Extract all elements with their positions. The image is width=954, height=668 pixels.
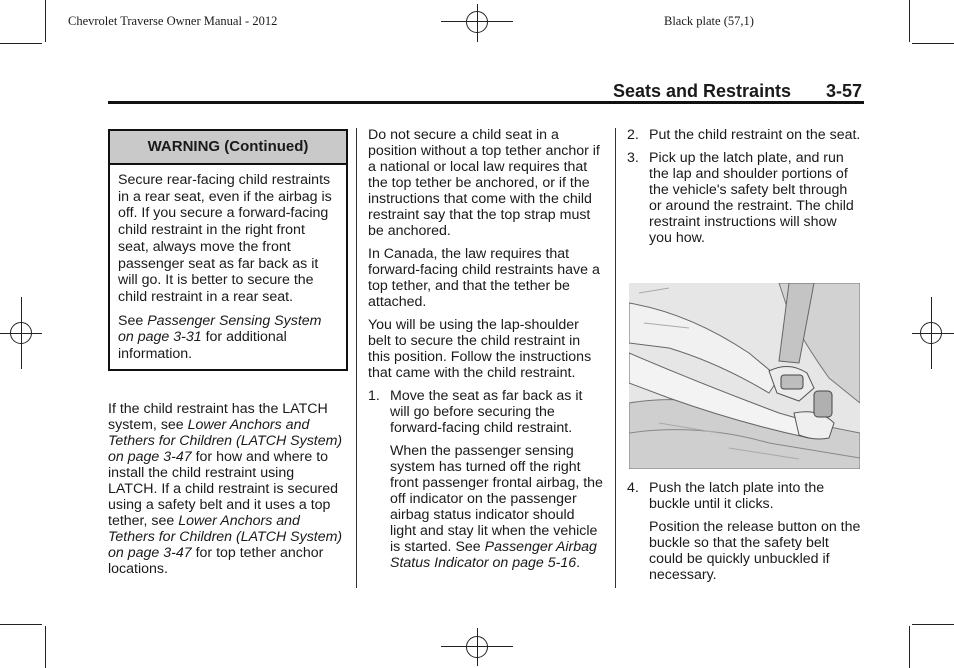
- crop-mark: [912, 43, 954, 44]
- step-text: Push the latch plate into the buckle until it clicks.: [649, 480, 825, 512]
- section-title: Seats and Restraints: [613, 81, 792, 101]
- step-1: [368, 388, 604, 436]
- paragraph: You will be using the lap-shoulder belt to secure the child restraint in this position. Follow the instructions that came with the child restraint.: [368, 317, 592, 381]
- cross-reference-link[interactable]: Passenger Sensing System on page 3-31: [118, 312, 322, 346]
- registration-circle: [466, 636, 488, 658]
- cross-reference-link[interactable]: Passenger Airbag Status Indicator on page 5-16: [390, 539, 597, 571]
- paragraph: In Canada, the law requires that forward-facing child restraints have a top tether, and that the tether be attached.: [368, 246, 600, 310]
- text: If the child restraint has the LATCH system, see: [108, 401, 328, 433]
- warning-body: [110, 165, 346, 369]
- step-number: 1.: [368, 388, 380, 404]
- step-4: [627, 480, 863, 512]
- column-divider: [615, 128, 616, 588]
- step-text: Put the child restraint on the seat.: [649, 127, 861, 143]
- warning-title: WARNING (Continued): [110, 131, 346, 165]
- registration-circle: [10, 322, 32, 344]
- registration-circle: [466, 11, 488, 33]
- column-divider: [356, 128, 357, 588]
- column-2-text: [368, 127, 604, 578]
- crop-mark: [912, 624, 954, 625]
- text: When the passenger sensing system has turned off the right front passenger frontal airbag, the off indicator on the passenger airbag status indicator should light and stay lit when the vehicle is started. See: [390, 443, 603, 555]
- step-3: [627, 150, 863, 246]
- step-2: [627, 127, 863, 143]
- step-text: Move the seat as far back as it will go before securing the forward-facing child restraint.: [390, 388, 583, 436]
- header-rule: [108, 101, 864, 104]
- warning-box: [108, 129, 348, 371]
- column-1-text: [108, 401, 344, 584]
- text: for how and where to install the child restraint using LATCH. If a child restraint is secured using a safety belt and it uses a top tether, see: [108, 449, 338, 529]
- crop-mark: [909, 0, 910, 42]
- text: for additional information.: [118, 329, 287, 363]
- cross-reference-link[interactable]: Lower Anchors and Tethers for Children (LATCH System) on page 3-47: [108, 417, 343, 465]
- text: .: [576, 555, 581, 571]
- step-text: Pick up the latch plate, and run the lap and shoulder portions of the vehicle's safety belt through or around the restraint. The child restraint instructions will show you how.: [649, 150, 854, 246]
- step-1-note: [368, 443, 604, 571]
- text: See: [118, 312, 148, 329]
- crop-mark: [0, 624, 42, 625]
- crop-mark: [0, 43, 42, 44]
- cross-reference-link[interactable]: Lower Anchors and Tethers for Children (LATCH System) on page 3-47: [108, 513, 343, 561]
- latch-paragraph: [108, 401, 344, 577]
- running-header-right: Black plate (57,1): [664, 14, 754, 28]
- running-header-left: Chevrolet Traverse Owner Manual - 2012: [68, 14, 278, 28]
- step-4-note: Position the release button on the buckle so that the safety belt could be quickly unbuckled if necessary.: [649, 519, 861, 583]
- page-number: 3-57: [826, 81, 863, 101]
- column-3-text: [627, 127, 863, 253]
- crop-mark: [45, 626, 46, 668]
- crop-mark: [45, 0, 46, 42]
- column-3-lower-text: [627, 480, 863, 590]
- text: for top tether anchor locations.: [108, 545, 324, 577]
- step-number: 4.: [627, 480, 639, 496]
- registration-circle: [920, 322, 942, 344]
- warning-paragraph: Secure rear-facing child restraints in a rear seat, even if the airbag is off. If you secure a forward-facing child restraint in the right front seat, always move the front passenger seat as far back as it will go. It is better to secure the child restraint in a rear seat.: [118, 172, 332, 305]
- step-number: 2.: [627, 127, 639, 143]
- step-number: 3.: [627, 150, 639, 166]
- latch-plate-illustration: [629, 283, 860, 469]
- crop-mark: [909, 626, 910, 668]
- paragraph: Do not secure a child seat in a position without a top tether anchor if a national or local law requires that the top tether be anchored, or if the instructions that come with the child restraint say that the top strap must be anchored.: [368, 127, 600, 239]
- warning-reference-paragraph: [118, 313, 338, 363]
